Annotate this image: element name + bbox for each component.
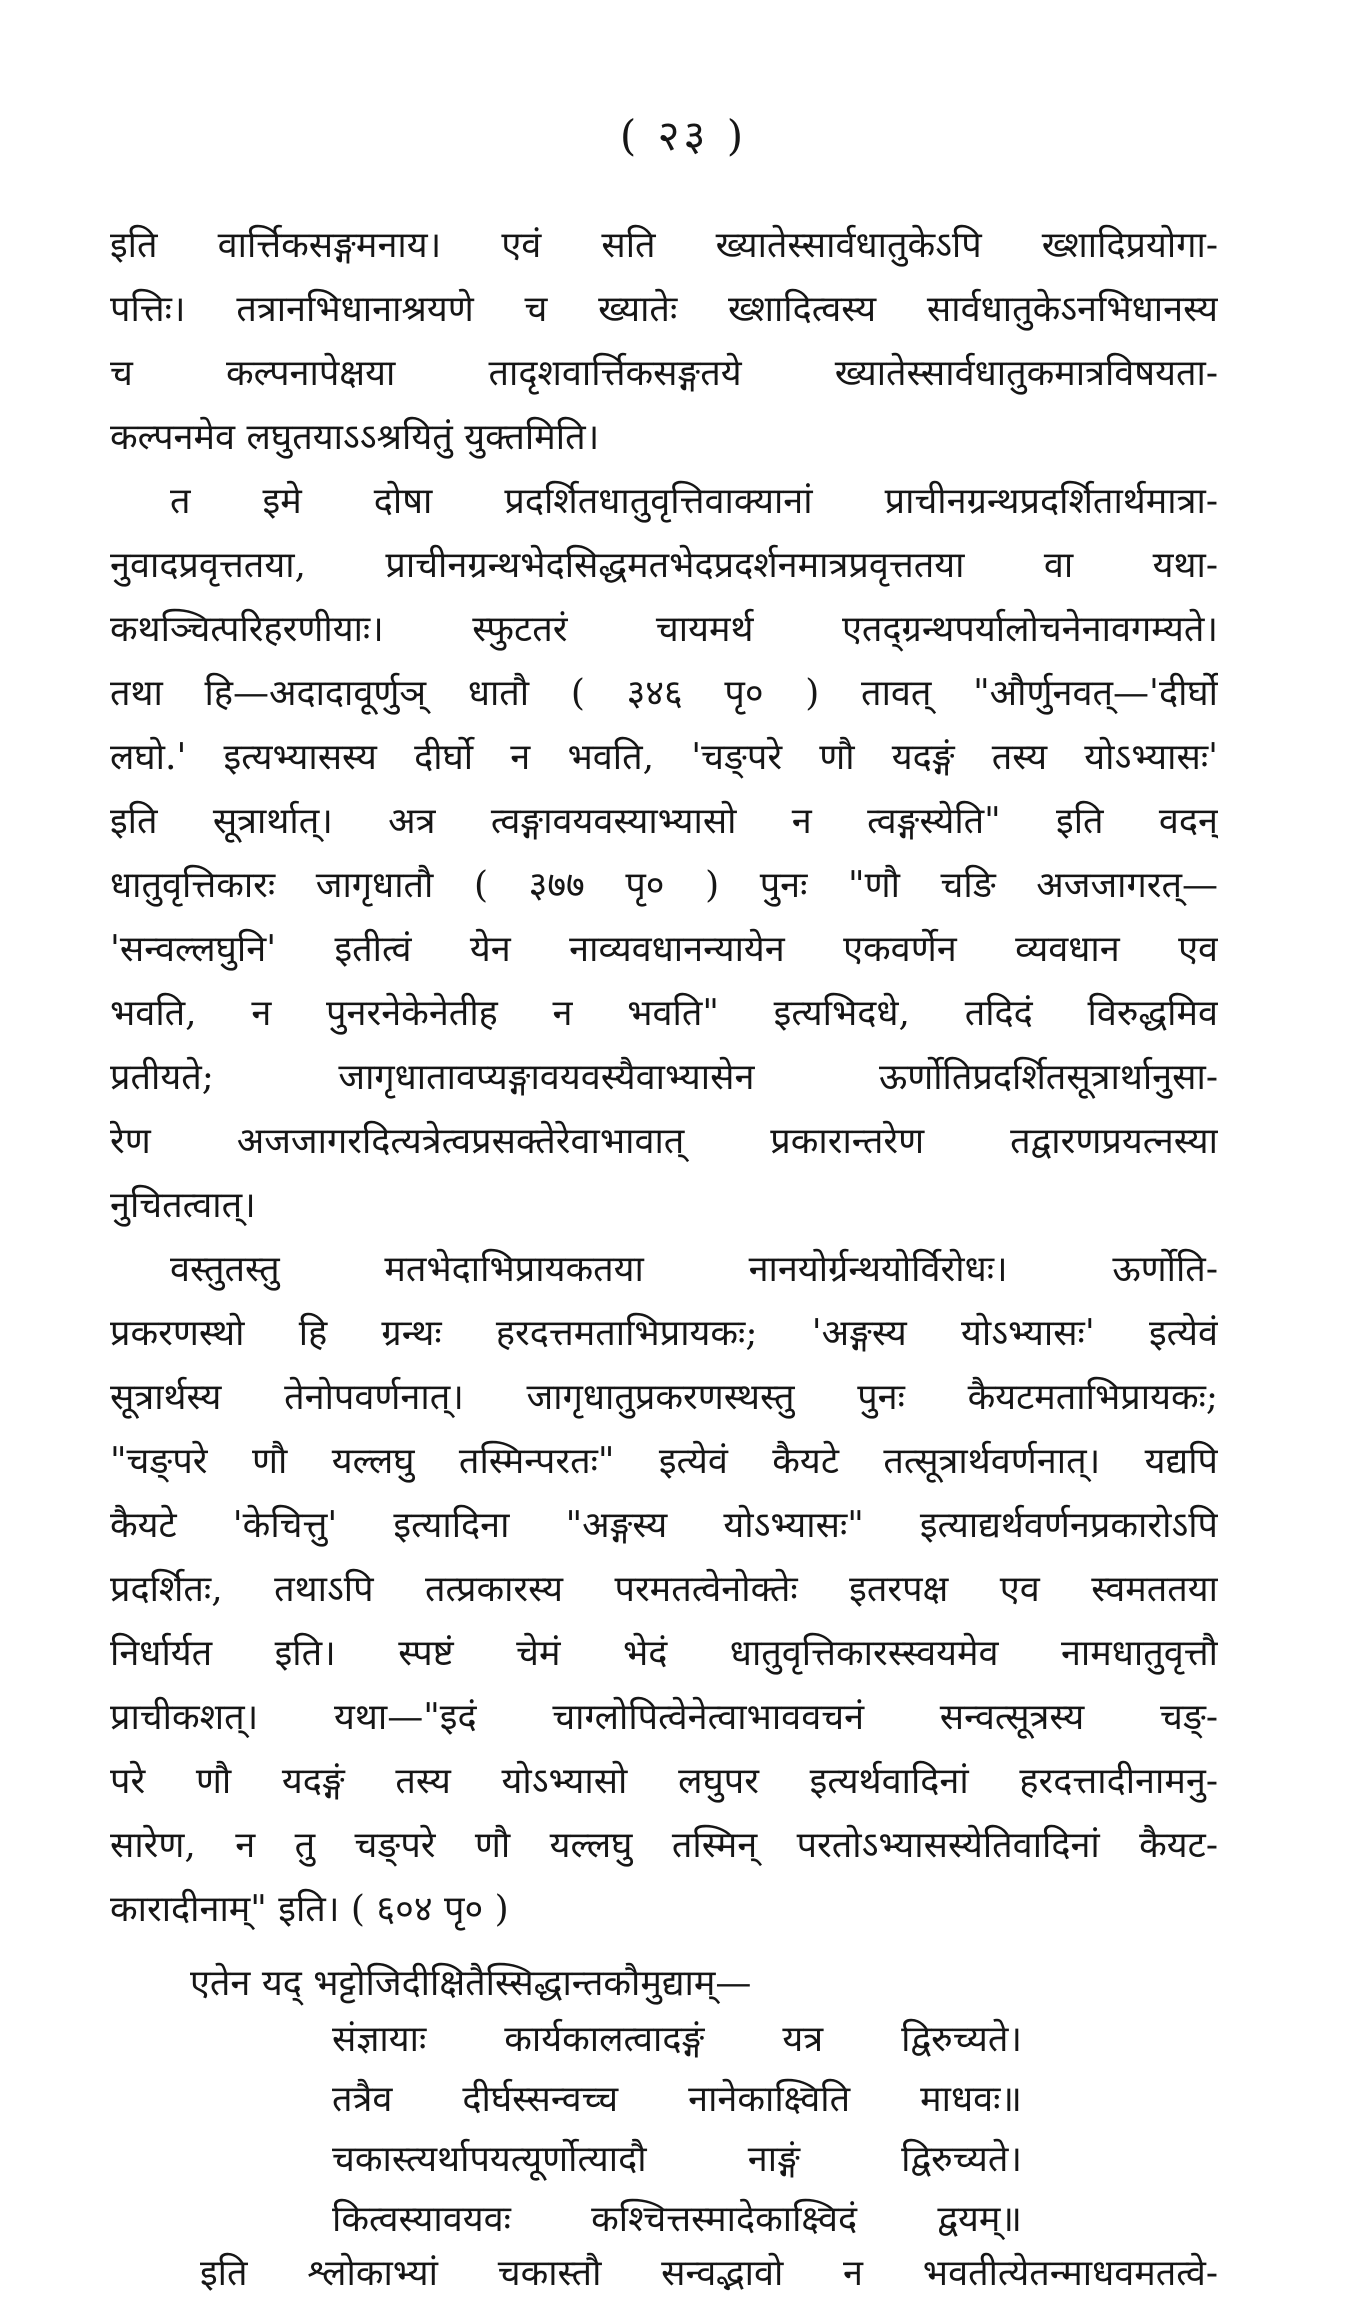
text-line: सारेण, न तु चङ्परे णौ यल्लघु तस्मिन् परतोऽभ्यासस्येतिवादिनां कैयट-: [110, 1825, 1218, 1866]
text-line: लघो.' इत्यभ्यासस्य दीर्घो न भवति, 'चङ्परे णौ यदङ्गं तस्य योऽभ्यासः': [110, 737, 1218, 778]
quote-intro-line: एतेन यद् भट्टोजिदीक्षितैस्सिद्धान्तकौमुद्याम्—: [190, 1963, 752, 2004]
text-line: रेण अजजागरदित्यत्रेत्वप्रसक्तेरेवाभावात् प्रकारान्तरेण तद्वारणप्रयत्नस्या: [110, 1121, 1218, 1162]
text-line: कारादीनाम्" इति। ( ६०४ पृ० ): [110, 1889, 509, 1930]
text-line: कैयटे 'केचित्तु' इत्यादिना "अङ्गस्य योऽभ्यासः" इत्याद्यर्थवर्णनप्रकारोऽपि: [110, 1505, 1218, 1546]
text-line: 'सन्वल्लघुनि' इतीत्वं येन नाव्यवधानन्यायेन एकवर्णेन व्यवधान एव: [110, 929, 1218, 970]
text-line: धातुवृत्तिकारः जागृधातौ ( ३७७ पृ० ) पुनः "णौ चङि अजजागरत्—: [110, 865, 1218, 906]
text-line: परे णौ यदङ्गं तस्य योऽभ्यासो लघुपर इत्यर्थवादिनां हरदत्तादीनामनु-: [110, 1761, 1218, 1802]
text-line: च कल्पनापेक्षया तादृशवार्त्तिकसङ्गतये ख्यातेस्सार्वधातुकमात्रविषयता-: [110, 353, 1218, 394]
text-line: कल्पनमेव लघुतयाऽऽश्रयितुं युक्तमिति।: [110, 417, 600, 458]
text-line: कथञ्चित्परिहरणीयाः। स्फुटतरं चायमर्थ एतद्ग्रन्थपर्यालोचनेनावगम्यते।: [110, 609, 1218, 650]
text-line: प्राचीकशत्। यथा—"इदं चाग्लोपित्वेनेत्वाभाववचनं सन्वत्सूत्रस्य चङ्-: [110, 1697, 1218, 1738]
text-line: प्रतीयते; जागृधातावप्यङ्गावयवस्यैवाभ्यासेन ऊर्णोतिप्रदर्शितसूत्रार्थानुसा-: [110, 1057, 1218, 1098]
text-line: तथा हि—अदादावूर्णुञ् धातौ ( ३४६ पृ० ) तावत् "और्णुनवत्—'दीर्घो: [110, 673, 1218, 714]
paragraph-start-line: वस्तुतस्तु मतभेदाभिप्रायकतया नानयोर्ग्रन्थयोर्विरोधः। ऊर्णोति-: [170, 1249, 1218, 1290]
text-line: सूत्रार्थस्य तेनोपवर्णनात्। जागृधातुप्रकरणस्थस्तु पुनः कैयटमताभिप्रायकः;: [110, 1377, 1218, 1418]
verse-line: संज्ञायाः कार्यकालत्वादङ्गं यत्र द्विरुच्यते।: [332, 2019, 1022, 2060]
paragraph-start-line: त इमे दोषा प्रदर्शितधातुवृत्तिवाक्यानां प्राचीनग्रन्थप्रदर्शितार्थमात्रा-: [170, 481, 1218, 522]
text-line: "चङ्परे णौ यल्लघु तस्मिन्परतः" इत्येवं कैयटे तत्सूत्रार्थवर्णनात्। यद्यपि: [110, 1441, 1218, 1482]
text-line: इति वार्त्तिकसङ्गमनाय। एवं सति ख्यातेस्सार्वधातुकेऽपि ख्शादिप्रयोगा-: [110, 225, 1218, 266]
text-line: इति श्लोकाभ्यां चकास्तौ सन्वद्भावो न भवतीत्येतन्माधवमतत्वे-: [200, 2253, 1218, 2294]
text-line: नुचितत्वात्।: [110, 1185, 256, 1226]
page-number: ( २३ ): [619, 111, 748, 160]
text-line: प्रकरणस्थो हि ग्रन्थः हरदत्तमताभिप्रायकः; 'अङ्गस्य योऽभ्यासः' इत्येवं: [110, 1313, 1218, 1354]
verse-line: चकास्त्यर्थापयत्यूर्णोत्यादौ नाङ्गं द्विरुच्यते।: [332, 2139, 1022, 2180]
text-line: भवति, न पुनरनेकेनेतीह न भवति" इत्यभिदधे, तदिदं विरुद्धमिव: [110, 993, 1218, 1034]
verse-line: तत्रैव दीर्घस्सन्वच्च नानेकाक्ष्विति माधवः॥: [332, 2079, 1022, 2120]
verse-line: कित्वस्यावयवः कश्चित्तस्मादेकाक्ष्विदं द्वयम्॥: [332, 2199, 1022, 2240]
text-line: प्रदर्शितः, तथाऽपि तत्प्रकारस्य परमतत्वेनोक्तेः इतरपक्ष एव स्वमततया: [110, 1569, 1218, 1610]
text-line: निर्धार्यत इति। स्पष्टं चेमं भेदं धातुवृत्तिकारस्स्वयमेव नामधातुवृत्तौ: [110, 1633, 1218, 1674]
text-line: नुवादप्रवृत्ततया, प्राचीनग्रन्थभेदसिद्धमतभेदप्रदर्शनमात्रप्रवृत्ततया वा यथा-: [110, 545, 1218, 586]
text-line: इति सूत्रार्थात्। अत्र त्वङ्गावयवस्याभ्यासो न त्वङ्गस्येति" इति वदन्: [110, 801, 1218, 842]
text-line: पत्तिः। तत्रानभिधानाश्रयणे च ख्यातेः ख्शादित्वस्य सार्वधातुकेऽनभिधानस्य: [110, 289, 1218, 330]
